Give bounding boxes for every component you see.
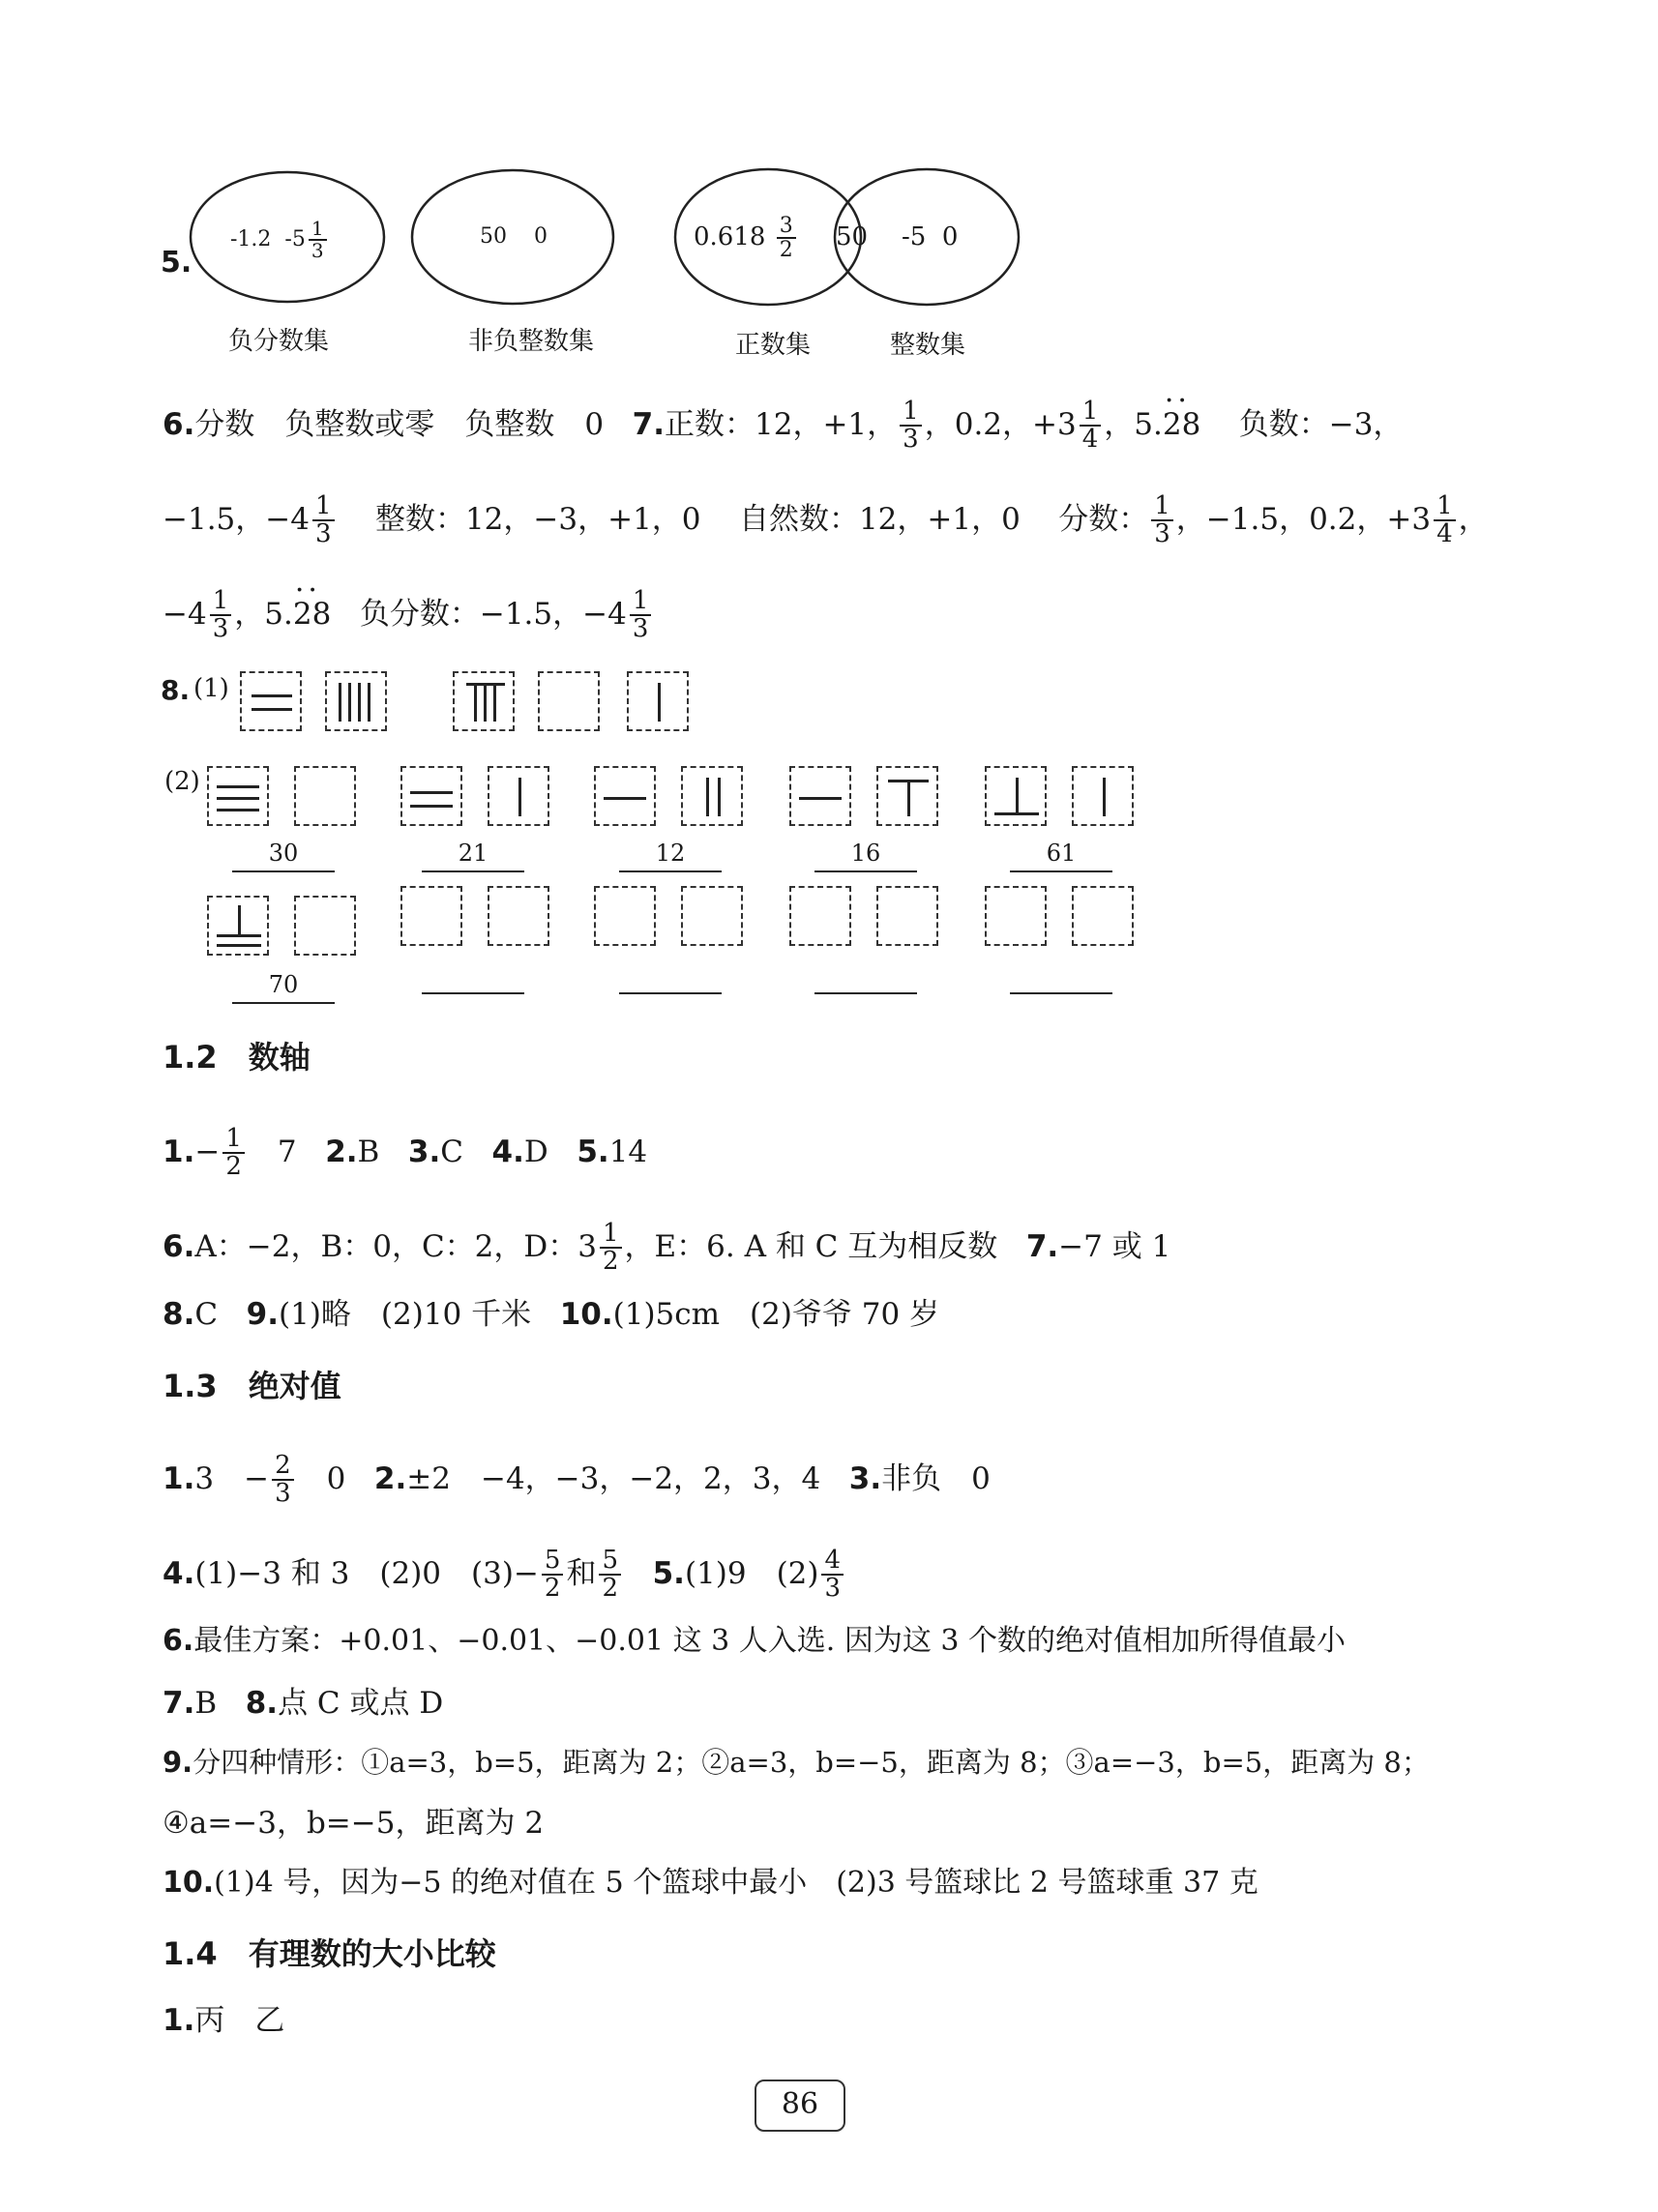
set2-contents	[480, 224, 548, 249]
set4-item: -5	[902, 222, 927, 251]
frac-den: 3	[212, 614, 229, 644]
frac-num: 1	[630, 588, 652, 616]
rod-box	[207, 896, 269, 956]
rod-box	[985, 766, 1047, 826]
answer-text: 3 −	[194, 1460, 270, 1496]
q7-text: ，	[1458, 501, 1489, 537]
q-number: 4.	[491, 1134, 524, 1169]
venn-ellipses	[0, 0, 1658, 368]
q-number: 2.	[325, 1134, 358, 1169]
answer-70: 70	[268, 971, 299, 998]
answer-text: −7 或 1	[1058, 1228, 1171, 1264]
answer-text: 7	[247, 1134, 297, 1169]
answer-line	[422, 992, 524, 994]
s12-line3	[163, 1297, 940, 1332]
rod-box	[789, 766, 851, 826]
rod-box	[240, 671, 302, 731]
answer-61: 61	[1046, 840, 1077, 867]
q8-number: 8.	[161, 674, 191, 706]
s13-line4	[163, 1686, 444, 1721]
rod-box	[594, 886, 656, 946]
answer-text: (1)−3 和 3 (2)0 (3)−	[194, 1555, 539, 1591]
q7-neg-label: 负数：−3，	[1238, 406, 1404, 442]
q7-text: ，0.2，+3	[924, 406, 1077, 442]
frac-num: 1	[309, 219, 327, 241]
answer-line	[619, 870, 722, 872]
frac-num: 1	[210, 588, 232, 616]
frac-num: 2	[272, 1453, 294, 1481]
rod-box	[294, 896, 356, 956]
set2-item: 0	[533, 224, 548, 249]
answer-line	[232, 870, 335, 872]
set1-item: -1.2	[230, 227, 272, 251]
q-number: 10.	[163, 1866, 215, 1900]
rod-box	[594, 766, 656, 826]
frac-num: 1	[1151, 493, 1173, 521]
answer-text: B	[357, 1134, 380, 1169]
q7-int: 整数：12，−3，+1，0	[374, 501, 701, 537]
frac-num: 5	[542, 1548, 564, 1576]
frac-den: 4	[1436, 519, 1453, 549]
q6-number: 6.	[163, 406, 195, 442]
answer-30: 30	[268, 840, 299, 867]
q7-text: ·· 2	[293, 600, 312, 630]
rod-box	[453, 671, 515, 731]
q-number: 6.	[163, 1624, 194, 1658]
frac-num: 1	[312, 493, 335, 521]
q7-text: 8	[1181, 406, 1201, 442]
q7-nat: 自然数：12，+1，0	[738, 501, 1021, 537]
answer-21: 21	[458, 840, 489, 867]
q-number: 5.	[652, 1555, 685, 1591]
set3-item: 0.618	[694, 222, 766, 252]
frac-den: 3	[824, 1574, 842, 1604]
set2-label: 非负整数集	[468, 327, 595, 356]
q7-line2	[163, 493, 1489, 548]
answer-line	[814, 992, 917, 994]
frac-den: 3	[275, 1479, 291, 1509]
q6-q7-line1	[163, 398, 1403, 454]
frac-num: 1	[1434, 493, 1456, 521]
answer-line	[422, 870, 524, 872]
rod-box	[488, 766, 549, 826]
rod-box	[876, 886, 938, 946]
s12-line2	[163, 1221, 1170, 1276]
s13-line1	[163, 1453, 991, 1508]
s13-line6	[163, 1806, 545, 1841]
q-number: 3.	[407, 1134, 441, 1169]
q-number: 9.	[246, 1297, 280, 1332]
rod-box	[1072, 766, 1134, 826]
q7-line3	[163, 588, 654, 643]
answer-line	[619, 992, 722, 994]
q-number: 1.	[163, 1134, 195, 1169]
s12-line1	[163, 1126, 647, 1181]
answer-line	[1010, 992, 1112, 994]
frac-num: 3	[777, 215, 796, 239]
q-number: 9.	[163, 1746, 193, 1779]
answer-text: D	[523, 1134, 548, 1169]
rod-box	[207, 766, 269, 826]
rod-box	[538, 671, 600, 731]
frac-den: 2	[602, 1574, 619, 1604]
frac-num: 1	[900, 398, 922, 427]
set4-item: 0	[941, 222, 959, 251]
answer-text: ±2 −4，−3，−2，2，3，4	[406, 1460, 821, 1496]
q7-text: ，5.	[234, 596, 293, 632]
answer-text: 非负 0	[881, 1460, 991, 1496]
rod-box	[681, 886, 743, 946]
frac-den: 3	[903, 425, 919, 455]
frac-den: 2	[602, 1247, 619, 1277]
q8-part2: (2)	[164, 767, 200, 796]
rod-box	[789, 886, 851, 946]
answer-text: (1)4 号，因为−5 的绝对值在 5 个篮球中最小 (2)3 号篮球比 2 号篮球重 37 克	[214, 1866, 1258, 1900]
section-1-3-title: 1.3 绝对值	[163, 1368, 341, 1404]
s13-line3	[163, 1624, 1347, 1658]
rod-box	[294, 766, 356, 826]
rod-box	[325, 671, 387, 731]
q-number: 3.	[848, 1460, 882, 1496]
q-number: 1.	[163, 2003, 195, 2038]
answer-text: ④a=−3，b=−5，距离为 2	[163, 1806, 545, 1841]
frac-den: 3	[632, 614, 649, 644]
section-1-2-title: 1.2 数轴	[163, 1039, 311, 1076]
section-1-4-title: 1.4 有理数的大小比较	[163, 1935, 496, 1972]
set1-label: 负分数集	[228, 327, 330, 356]
frac-den: 3	[311, 239, 324, 262]
q7-frac-label: 分数：	[1058, 501, 1149, 537]
answer-text: B	[194, 1686, 218, 1721]
answer-text: (1)5cm (2)爷爷 70 岁	[612, 1297, 940, 1332]
q-number: 8.	[163, 1297, 195, 1332]
frac-num: 4	[821, 1548, 844, 1576]
rod-box	[985, 886, 1047, 946]
answer-text: 和	[566, 1555, 597, 1591]
set1-item: -5	[284, 227, 306, 251]
q-number: 2.	[373, 1460, 407, 1496]
answer-line	[232, 1002, 335, 1004]
answer-text: 0	[296, 1460, 346, 1496]
q7-text: 8	[311, 596, 332, 632]
frac-den: 3	[1154, 519, 1170, 549]
rod-box	[876, 766, 938, 826]
frac-den: 2	[225, 1152, 242, 1182]
q7-text: ，−1.5，0.2，+3	[1175, 501, 1432, 537]
set1-contents	[230, 219, 330, 261]
frac-num: 1	[1080, 398, 1102, 427]
q7-text: 12，+1，	[755, 406, 898, 442]
q-number: 4.	[163, 1555, 195, 1591]
frac-den: 2	[779, 238, 793, 263]
set3-contents	[694, 215, 799, 261]
q7-text: −4	[163, 596, 207, 632]
s13-line2	[163, 1548, 846, 1603]
answer-text: ，E：6. A 和 C 互为相反数	[624, 1228, 998, 1264]
q5-number: 5.	[161, 246, 192, 280]
venn-overlap: 50	[836, 222, 869, 251]
q-number: 8.	[245, 1686, 279, 1721]
rod-box	[1072, 886, 1134, 946]
rod-box	[627, 671, 689, 731]
q-number: 7.	[1025, 1228, 1059, 1264]
rod-box	[681, 766, 743, 826]
rod-box	[400, 886, 462, 946]
answer-text: −	[194, 1134, 221, 1169]
s13-line7	[163, 1866, 1258, 1900]
page-number: 86	[755, 2079, 845, 2132]
frac-den: 3	[314, 519, 332, 549]
frac-den: 4	[1081, 425, 1099, 455]
q7-pos-label: 正数：	[665, 406, 755, 442]
answer-text: (1)略 (2)10 千米	[279, 1297, 532, 1332]
rod-box	[488, 886, 549, 946]
q7-number: 7.	[632, 406, 666, 442]
answer-16: 16	[850, 840, 881, 867]
frac-num: 1	[222, 1126, 245, 1154]
answer-text: 分四种情形：①a=3，b=5，距离为 2；②a=3，b=−5，距离为 8；③a=−3，b=5，距离为 8；	[192, 1746, 1430, 1779]
answer-text: 14	[608, 1134, 648, 1169]
set4-contents	[902, 222, 958, 251]
s13-line5	[163, 1746, 1430, 1779]
q7-text: ·· 2	[1163, 410, 1182, 440]
s14-line1	[163, 2003, 285, 2038]
q-number: 10.	[559, 1297, 613, 1332]
set2-item: 50	[480, 224, 507, 249]
q7-text: −1.5，−4	[163, 501, 310, 537]
q7-negfrac: 负分数：−1.5，−4	[359, 596, 627, 632]
answer-12: 12	[655, 840, 686, 867]
q-number: 1.	[163, 1460, 195, 1496]
set3-label: 正数集	[735, 331, 812, 360]
answer-text: C	[440, 1134, 463, 1169]
answer-text: (1)9 (2)	[684, 1555, 819, 1591]
frac-num: 5	[599, 1548, 621, 1576]
answer-line	[814, 870, 917, 872]
q-number: 5.	[577, 1134, 609, 1169]
answer-text: 点 C 或点 D	[278, 1686, 444, 1721]
q-number: 7.	[163, 1686, 195, 1721]
set4-label: 整数集	[890, 331, 966, 360]
q6-answer: 分数 负整数或零 负整数 0	[194, 406, 605, 442]
q8-part1: (1)	[193, 674, 229, 703]
answer-line	[1010, 870, 1112, 872]
frac-den: 2	[544, 1574, 561, 1604]
q7-text: ，5.	[1104, 406, 1163, 442]
answer-text: 丙 乙	[194, 2003, 285, 2038]
answer-text: A：−2，B：0，C：2，D：3	[194, 1228, 597, 1264]
q-number: 6.	[163, 1228, 195, 1264]
answer-text: C	[194, 1297, 219, 1332]
answer-text: 最佳方案：+0.01、−0.01、−0.01 这 3 人入选. 因为这 3 个数的绝对值相加所得值最小	[193, 1624, 1347, 1658]
rod-box	[400, 766, 462, 826]
frac-num: 1	[600, 1221, 622, 1249]
